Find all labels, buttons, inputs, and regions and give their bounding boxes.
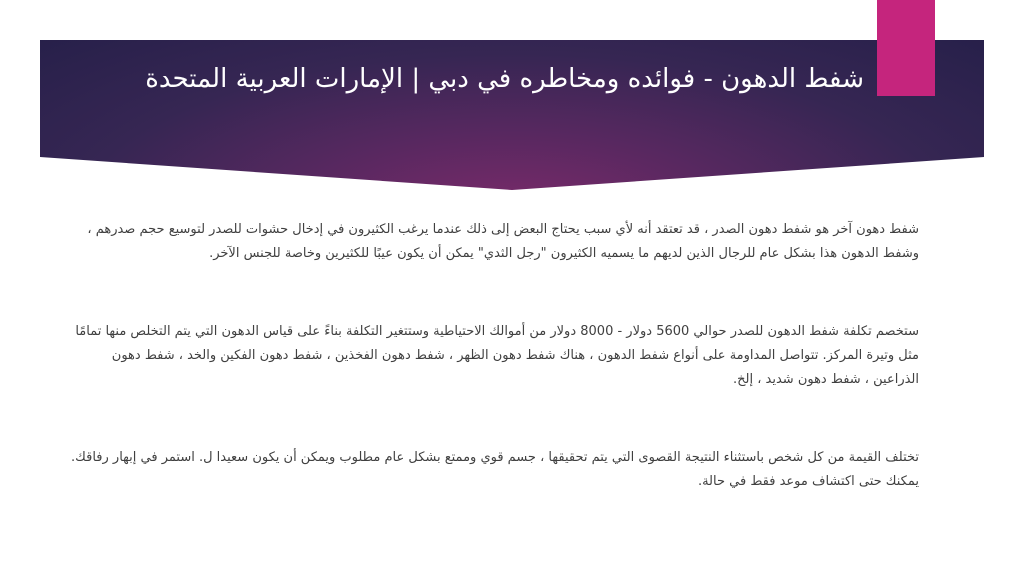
paragraph-3: تختلف القيمة من كل شخص باستثناء النتيجة القصوى التي يتم تحقيقها ، جسم قوي وممتع بشكل عام مطلوب ويمكن أن يكون سعيدا ل. استمر في إبهار رفاقك. يمكنك حتى اكتشاف موعد فقط في حالة. (71, 450, 919, 489)
paragraph-2: ستخصم تكلفة شفط الدهون للصدر حوالي 5600 دولار - 8000 دولار من أموالك الاحتياطية وستتغير التكلفة بناءً على قياس الدهون التي يتم التخلص منها تمامًا مثل وتيرة المركز. تتواصل المداومة على أنواع شفط الدهون ، هناك شفط دهون الظهر ، شفط دهون الفخذين ، شفط دهون الفكين والخد ، شفط دهون الذراعين ، شفط دهون شديد ، إلخ. (75, 324, 919, 387)
slide-body (66, 218, 919, 548)
accent-tab (877, 0, 935, 96)
paragraph-1: شفط دهون آخر هو شفط دهون الصدر ، قد تعتقد أنه لأي سبب يحتاج البعض إلى ذلك عندما يرغب الكثيرون في إدخال حشوات للصدر لتوسيع حجم صدرهم ، وشفط الدهون هذا بشكل عام للرجال الذين لديهم ما يسميه الكثيرون "رجل الثدي" يمكن أن يكون عيبًا للكثيرين وخاصة للجنس الآخر. (87, 222, 919, 261)
slide-title: شفط الدهون - فوائده ومخاطره في دبي | الإمارات العربية المتحدة (145, 64, 864, 94)
